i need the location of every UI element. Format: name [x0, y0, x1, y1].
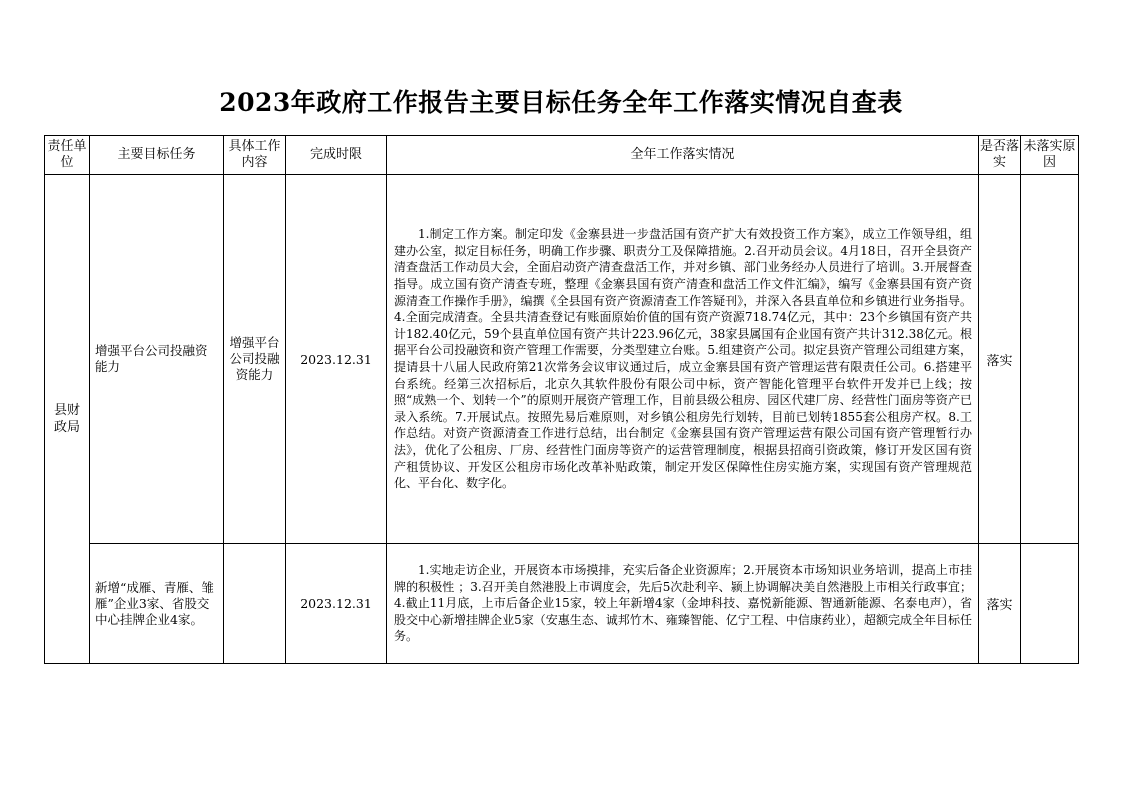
header-task: 主要目标任务 [90, 136, 224, 175]
done-cell: 落实 [979, 544, 1021, 664]
table-header-row [45, 136, 1079, 175]
detail-text: 1.制定工作方案。制定印发《金寨县进一步盘活国有资产扩大有效投资工作方案》，成立工作领导组，组建办公室，拟定目标任务，明确工作步骤、职责分工及保障措施。2.召开动员会议。4月18日，召开全县资产清查盘活工作动员大会，全面启动资产清查盘活工作，并对乡镇、部门业务经办人员进行了培训。3.开展督查指导。成立国有资产清查专班，整理《金寨县国有资产清查和盘活工作文件汇编》，编写《金寨县国有资产资源清查工作操作手册》，编撰《全县国有资产资源清查工作答疑刊》，并深入各县直单位和乡镇进行业务指导。4.全面完成清查。全县共清查登记有账面原始价值的国有资产资源718.74亿元，其中：23个乡镇国有资产共计182.40亿元，59个县直单位国有资产共计223.96亿元，38家县属国有企业国有资产共计312.38亿元。根据平台公司投融资和资产管理工作需要，分类型建立台账。5.组建资产公司。拟定县资产管理公司组建方案，提请县十八届人民政府第21次常务会议审议通过后，成立金寨县国有资产管理运营有限责任公司。6.搭建平台系统。经第三次招标后，北京久其软件股份有限公司中标，资产智能化管理平台软件开发并已上线；按照“成熟一个、划转一个”的原则开展资产管理工作，目前县级公租房、园区代建厂房、经营性门面房等资产已录入系统。7.开展试点。按照先易后难原则，对乡镇公租房先行划转，目前已划转1855套公租房产权。8.工作总结。对资产资源清查工作进行总结，出台制定《金寨县国有资产管理运营有限公司国有资产管理暂行办法》，优化了公租房、厂房、经营性门面房等资产的运营管理制度，根据县招商引资政策，修订开发区国有资产租赁协议、开发区公租房市场化改革补贴政策，制定开发区保障性住房实施方案，实现国有资产管理规范化、平台化、数字化。 [394, 227, 972, 491]
done-cell: 落实 [979, 175, 1021, 544]
self-check-table [44, 135, 1079, 664]
reason-cell [1021, 544, 1079, 664]
header-detail: 全年工作落实情况 [387, 136, 979, 175]
task-cell: 增强平台公司投融资能力 [90, 175, 224, 544]
page-title: 2023年政府工作报告主要目标任务全年工作落实情况自查表 [219, 88, 903, 117]
header-done: 是否落实 [979, 136, 1021, 175]
task-cell: 新增“成雁、青雁、雏雁”企业3家、省股交中心挂牌企业4家。 [90, 544, 224, 664]
deadline-cell: 2023.12.31 [286, 175, 387, 544]
unit-cell: 县财政局 [45, 175, 90, 664]
header-reason: 未落实原因 [1021, 136, 1079, 175]
content-cell: 增强平台公司投融资能力 [224, 175, 286, 544]
header-deadline: 完成时限 [286, 136, 387, 175]
detail-cell [387, 544, 979, 664]
table-row [45, 175, 1079, 544]
header-unit: 责任单位 [45, 136, 90, 175]
reason-cell [1021, 175, 1079, 544]
detail-text: 1.实地走访企业，开展资本市场摸排，充实后备企业资源库；2.开展资本市场知识业务培训，提高上市挂牌的积极性 ；3.召开美自然港股上市调度会，先后5次赴利辛、颍上协调解决美自然港股上市相关行政事宜；4.截止11月底，上市后备企业15家，较上年新增4家（金坤科技、嘉悦新能源、智通新能源、名泰电声），省股交中心新增挂牌企业5家（安惠生态、诚邦竹木、雍臻智能、亿宁工程、中信康药业），超额完成全年目标任务。 [394, 563, 972, 644]
header-content: 具体工作内容 [224, 136, 286, 175]
detail-cell [387, 175, 979, 544]
deadline-cell: 2023.12.31 [286, 544, 387, 664]
table-row [45, 544, 1079, 664]
content-cell [224, 544, 286, 664]
